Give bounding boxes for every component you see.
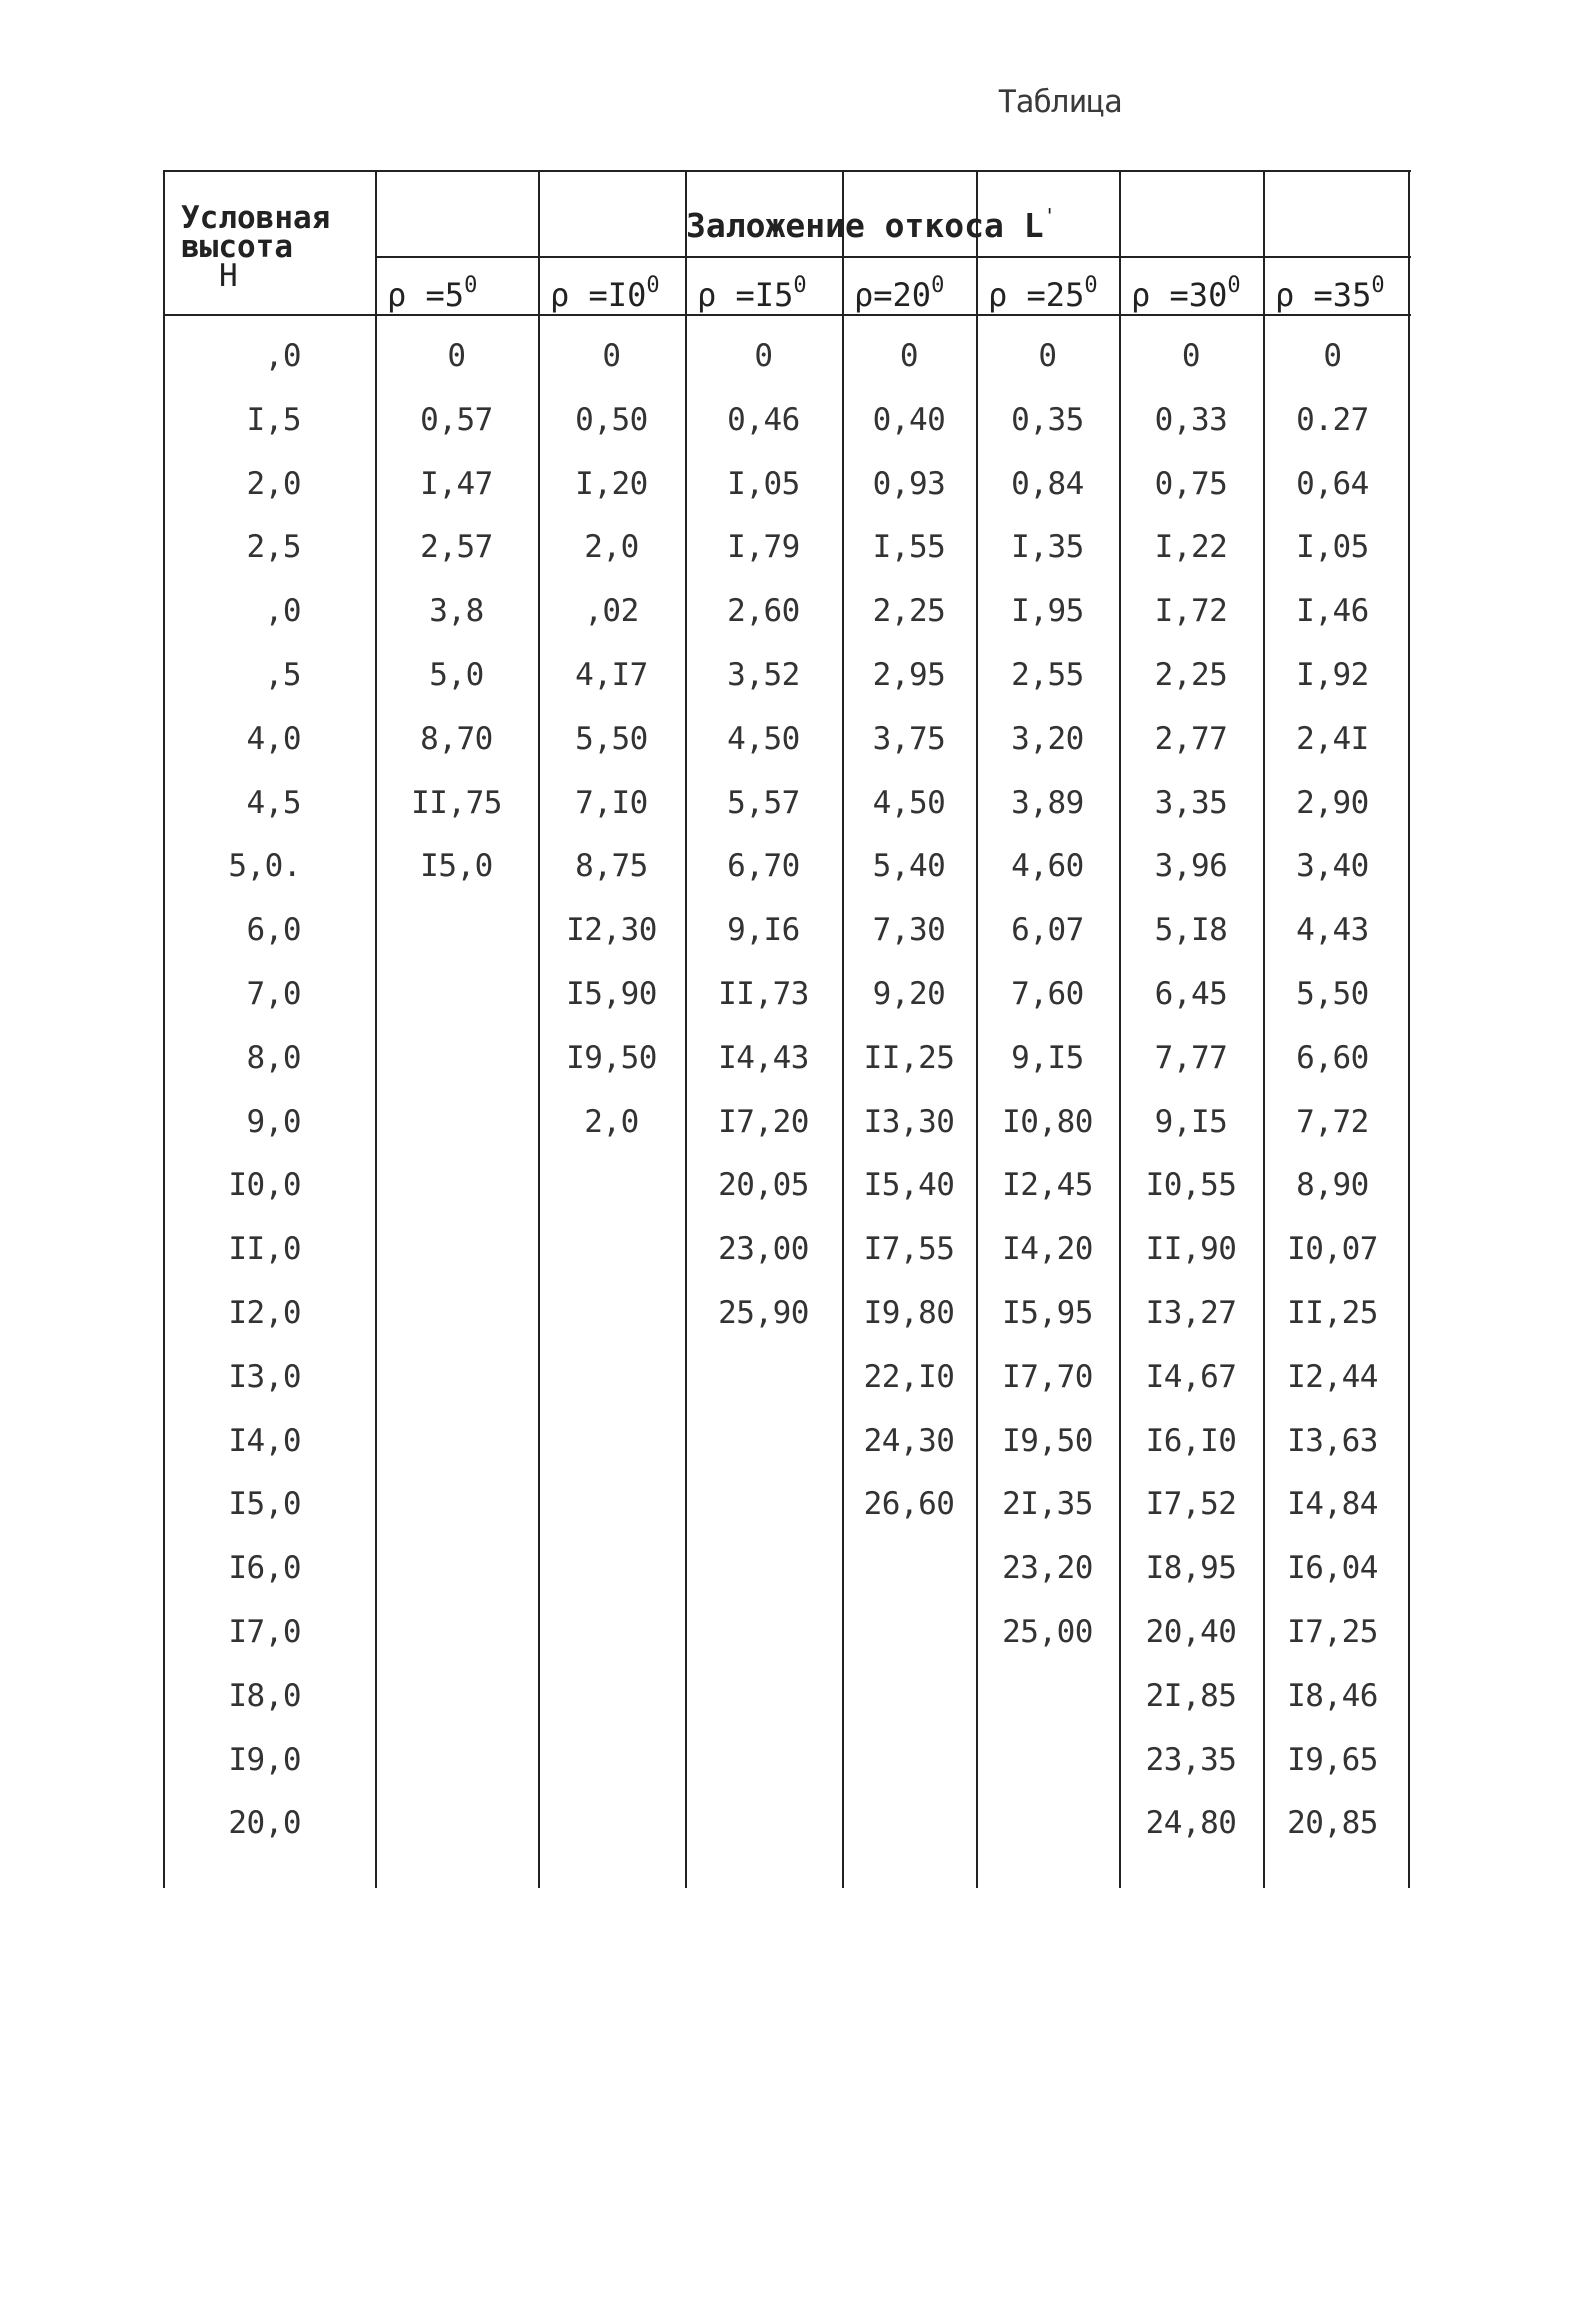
slope-value: 0.27 — [1296, 401, 1369, 438]
slope-value: I8,95 — [1145, 1550, 1237, 1587]
slope-value: II,73 — [718, 976, 809, 1012]
height-value: I7,0 — [228, 1614, 301, 1650]
slope-value: I9,50 — [1002, 1422, 1093, 1459]
height-value: 6,0 — [246, 912, 301, 949]
slope-value: 2,57 — [420, 529, 493, 566]
height-value: 2,0 — [246, 465, 301, 502]
slope-value: 0 — [602, 338, 621, 374]
slope-value: 2,55 — [1011, 657, 1084, 693]
slope-value: I9,65 — [1287, 1741, 1378, 1778]
slope-value: I7,25 — [1287, 1614, 1378, 1650]
slope-value: I2,44 — [1287, 1358, 1378, 1395]
slope-value: 2I,35 — [1002, 1486, 1093, 1523]
degree-sign: 0 — [1227, 273, 1241, 298]
slope-value: I2,30 — [566, 912, 657, 949]
slope-value: I0,55 — [1145, 1167, 1237, 1204]
slope-value: 0,93 — [872, 465, 946, 502]
column-header-label: ρ =35 — [1275, 276, 1372, 314]
height-value: 4,0 — [246, 720, 301, 757]
slope-value: I6,I0 — [1145, 1422, 1237, 1459]
slope-value: 9,I6 — [727, 912, 800, 949]
slope-value: I3,63 — [1287, 1422, 1378, 1459]
slope-value: I5,0 — [420, 848, 493, 885]
column-divider — [163, 170, 165, 1888]
slope-value: 4,60 — [1011, 848, 1084, 885]
height-value: 2,5 — [246, 529, 301, 566]
slope-value: 0,46 — [727, 401, 800, 438]
slope-value: I,05 — [727, 465, 800, 502]
height-value: I,5 — [246, 401, 301, 438]
slope-value: 5,0 — [429, 657, 484, 693]
slope-value: 7,60 — [1011, 976, 1084, 1012]
slope-value: I0,80 — [1002, 1103, 1093, 1140]
height-value: ,5 — [264, 657, 301, 693]
column-heading-rule — [163, 314, 1411, 316]
height-value: 9,0 — [246, 1103, 301, 1140]
slope-value: I,47 — [420, 465, 493, 502]
height-value: 7,0 — [246, 976, 301, 1012]
column-header-label: ρ =I5 — [697, 276, 794, 314]
slope-value: 5,50 — [575, 720, 648, 757]
slope-value: 4,50 — [872, 784, 946, 821]
slope-value: 3,20 — [1011, 720, 1084, 757]
slope-value: 3,35 — [1154, 784, 1228, 821]
slope-value: I,92 — [1296, 657, 1369, 693]
height-value: I0,0 — [228, 1167, 301, 1204]
slope-value: 3,96 — [1154, 848, 1228, 885]
column-header-4 — [976, 258, 1119, 314]
column-divider — [1408, 170, 1410, 1888]
slope-value: 7,77 — [1154, 1039, 1228, 1076]
slope-group-mark: ' — [1043, 204, 1056, 228]
slope-value: I,46 — [1296, 593, 1369, 630]
slope-value: 26,60 — [863, 1486, 955, 1523]
slope-value: I,20 — [575, 465, 648, 502]
slope-value: 0 — [1323, 338, 1342, 374]
slope-value: I5,95 — [1002, 1295, 1093, 1331]
table-caption: Таблица — [998, 84, 1122, 120]
slope-value: 24,80 — [1145, 1805, 1237, 1842]
slope-value: 8,70 — [420, 720, 493, 757]
slope-value: 20,05 — [718, 1167, 809, 1204]
column-header-0 — [375, 258, 538, 314]
slope-value: 23,00 — [718, 1231, 809, 1268]
slope-value: 22,I0 — [863, 1358, 955, 1395]
height-value: I5,0 — [228, 1486, 301, 1523]
slope-value: 2,4I — [1296, 720, 1369, 757]
slope-value: 7,30 — [872, 912, 946, 949]
slope-value: I7,70 — [1002, 1358, 1093, 1395]
column-header-label: ρ =I0 — [550, 276, 647, 314]
slope-value: 2,60 — [727, 593, 800, 630]
slope-value: 7,72 — [1296, 1103, 1369, 1140]
slope-value: 0 — [447, 338, 466, 374]
slope-value: 2I,85 — [1145, 1677, 1237, 1714]
slope-value: 7,I0 — [575, 784, 648, 821]
slope-value: 2,25 — [1154, 657, 1228, 693]
slope-value: 0,75 — [1154, 465, 1228, 502]
slope-value: 2,95 — [872, 657, 946, 693]
slope-value: 9,20 — [872, 976, 946, 1012]
column-header-2 — [685, 258, 842, 314]
column-header-label: ρ =25 — [988, 276, 1085, 314]
slope-value: 25,90 — [718, 1295, 809, 1331]
slope-value: I6,04 — [1287, 1550, 1378, 1587]
slope-value: I9,80 — [863, 1295, 955, 1331]
slope-value: 2,0 — [584, 529, 639, 566]
height-value: 8,0 — [246, 1039, 301, 1076]
height-value: 20,0 — [228, 1805, 301, 1842]
top-border — [163, 170, 1411, 172]
slope-value: I4,84 — [1287, 1486, 1378, 1523]
slope-value: 20,40 — [1145, 1614, 1237, 1650]
slope-value: I5,40 — [863, 1167, 955, 1204]
slope-value: 5,40 — [872, 848, 946, 885]
slope-value: II,75 — [411, 784, 502, 821]
height-label-symbol: H — [219, 258, 238, 294]
slope-value: 5,57 — [727, 784, 800, 821]
column-header-6 — [1263, 258, 1402, 314]
slope-table — [163, 170, 1411, 1888]
slope-value: 3,89 — [1011, 784, 1084, 821]
column-header-label: ρ=20 — [854, 276, 932, 314]
slope-value: 6,07 — [1011, 912, 1084, 949]
slope-value: 9,I5 — [1011, 1039, 1084, 1076]
height-value: II,0 — [228, 1231, 301, 1268]
slope-value: I7,20 — [718, 1103, 809, 1140]
slope-value: I4,20 — [1002, 1231, 1093, 1268]
slope-value: 20,85 — [1287, 1805, 1378, 1842]
slope-value: 0,33 — [1154, 401, 1228, 438]
slope-value: I9,50 — [566, 1039, 657, 1076]
column-header-label: ρ =30 — [1131, 276, 1228, 314]
height-value: ,0 — [264, 338, 301, 374]
slope-value: 5,I8 — [1154, 912, 1228, 949]
slope-value: II,25 — [1287, 1295, 1378, 1331]
slope-value: 4,43 — [1296, 912, 1369, 949]
degree-sign: 0 — [793, 273, 807, 298]
slope-group-label: Заложение откоса L — [686, 206, 1044, 245]
slope-value: 2,25 — [872, 593, 946, 630]
slope-value: II,25 — [863, 1039, 955, 1076]
slope-value: 6,70 — [727, 848, 800, 885]
slope-value: I4,43 — [718, 1039, 809, 1076]
slope-value: I3,30 — [863, 1103, 955, 1140]
height-label-line1: Условная — [181, 200, 331, 236]
degree-sign: 0 — [646, 273, 660, 298]
slope-value: I,72 — [1154, 593, 1228, 630]
slope-value: 2,77 — [1154, 720, 1228, 757]
slope-value: 0 — [899, 338, 919, 374]
slope-value: 2,0 — [584, 1103, 639, 1140]
slope-value: I5,90 — [566, 976, 657, 1012]
slope-value: 23,35 — [1145, 1741, 1237, 1778]
slope-value: 23,20 — [1002, 1550, 1093, 1587]
slope-value: 0,64 — [1296, 465, 1369, 502]
height-label-line2: высота — [181, 229, 293, 265]
height-value: I9,0 — [228, 1741, 301, 1778]
slope-value: 0,40 — [872, 401, 946, 438]
slope-value: 0 — [1181, 338, 1201, 374]
slope-value: 5,50 — [1296, 976, 1369, 1012]
slope-value: 3,52 — [727, 657, 800, 693]
slope-value: I,35 — [1011, 529, 1084, 566]
slope-value: 0 — [1038, 338, 1057, 374]
slope-value: I,05 — [1296, 529, 1369, 566]
slope-value: 4,I7 — [575, 657, 648, 693]
slope-value: 2,90 — [1296, 784, 1369, 821]
slope-value: 3,8 — [429, 593, 484, 630]
slope-value: I7,52 — [1145, 1486, 1237, 1523]
slope-value: 8,75 — [575, 848, 648, 885]
slope-value: I0,07 — [1287, 1231, 1378, 1268]
column-header-5 — [1119, 258, 1263, 314]
slope-value: I2,45 — [1002, 1167, 1093, 1204]
slope-value: 0,50 — [575, 401, 648, 438]
slope-value: ,02 — [584, 593, 639, 630]
slope-value: 25,00 — [1002, 1614, 1093, 1650]
slope-value: 0,35 — [1011, 401, 1084, 438]
height-value: I8,0 — [228, 1677, 301, 1714]
height-value: I4,0 — [228, 1422, 301, 1459]
slope-value: 3,40 — [1296, 848, 1369, 885]
height-column-header — [181, 200, 361, 294]
slope-value: I,22 — [1154, 529, 1228, 566]
degree-sign: 0 — [464, 273, 478, 298]
slope-value: 8,90 — [1296, 1167, 1369, 1204]
degree-sign: 0 — [1371, 273, 1385, 298]
slope-value: I,79 — [727, 529, 800, 566]
slope-value: 4,50 — [727, 720, 800, 757]
slope-value: 0 — [754, 338, 773, 374]
slope-value: 9,I5 — [1154, 1103, 1228, 1140]
height-value: I6,0 — [228, 1550, 301, 1587]
height-value: I3,0 — [228, 1358, 301, 1395]
column-header-label: ρ =5 — [387, 276, 465, 314]
height-value: ,0 — [264, 593, 301, 630]
slope-value: I8,46 — [1287, 1677, 1378, 1714]
height-value: 5,0. — [228, 848, 301, 885]
column-header-3 — [842, 258, 976, 314]
degree-sign: 0 — [1084, 273, 1098, 298]
slope-value: 6,60 — [1296, 1039, 1369, 1076]
slope-value: I4,67 — [1145, 1358, 1237, 1395]
slope-value: 6,45 — [1154, 976, 1228, 1012]
slope-value: 0,57 — [420, 401, 493, 438]
height-value: I2,0 — [228, 1295, 301, 1331]
slope-value: I7,55 — [863, 1231, 955, 1268]
slope-group-header — [686, 204, 1056, 245]
slope-value: 24,30 — [863, 1422, 955, 1459]
slope-value: I,95 — [1011, 593, 1084, 630]
column-header-1 — [538, 258, 685, 314]
slope-value: 0,84 — [1011, 465, 1084, 502]
slope-value: I,55 — [872, 529, 946, 566]
slope-value: I3,27 — [1145, 1295, 1237, 1331]
slope-value: II,90 — [1145, 1231, 1237, 1268]
slope-value: 3,75 — [872, 720, 946, 757]
height-value: 4,5 — [246, 784, 301, 821]
degree-sign: 0 — [931, 273, 945, 298]
